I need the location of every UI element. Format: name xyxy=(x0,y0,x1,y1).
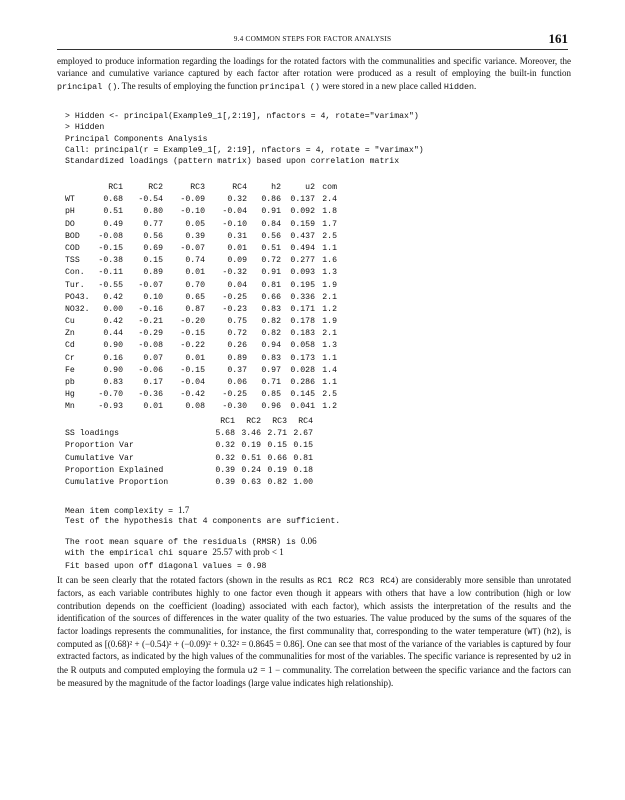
table-cell: 0.72 xyxy=(227,329,247,339)
row-label: DO xyxy=(65,219,75,229)
table-cell: 2.1 xyxy=(322,292,337,302)
table-cell: 1.9 xyxy=(322,280,337,290)
page-number: 161 xyxy=(548,31,568,46)
table-cell: -0.15 xyxy=(98,243,123,253)
table-cell: -0.15 xyxy=(180,329,205,339)
table-cell: RC3 xyxy=(190,183,205,192)
table-cell: 0.56 xyxy=(261,231,281,241)
code-line: Standardized loadings (pattern matrix) based upon correlation matrix xyxy=(65,157,400,167)
table-cell: 0.83 xyxy=(261,304,281,314)
table-cell: 0.42 xyxy=(103,317,123,327)
row-label: WT xyxy=(65,195,75,205)
table-cell: 0.15 xyxy=(267,441,287,451)
row-label: COD xyxy=(65,243,80,253)
table-cell: 0.49 xyxy=(103,219,123,229)
table-cell: 0.19 xyxy=(267,465,287,475)
table-cell: 0.041 xyxy=(290,402,315,412)
inline-code: RC1 RC2 RC3 RC4 xyxy=(317,576,396,586)
table-cell: 0.15 xyxy=(143,256,163,266)
table-cell: 0.06 xyxy=(227,378,247,387)
mean-complexity-line: Mean item complexity = 1.7 xyxy=(65,505,190,516)
table-cell: 0.42 xyxy=(103,292,123,302)
table-cell: 0.32 xyxy=(215,453,235,463)
row-label: Fe xyxy=(65,365,75,375)
table-cell: 0.286 xyxy=(290,378,315,387)
row-label: Mn xyxy=(65,402,75,412)
table-cell: -0.07 xyxy=(138,280,163,290)
table-cell: RC2 xyxy=(148,183,163,192)
table-cell: com xyxy=(322,183,337,192)
row-label: BOD xyxy=(65,231,80,241)
table-cell: 0.68 xyxy=(103,195,123,205)
table-cell: 0.56 xyxy=(143,231,163,241)
table-cell: 0.97 xyxy=(261,365,281,375)
table-cell: 0.65 xyxy=(185,292,205,302)
table-cell: -0.38 xyxy=(98,256,123,266)
table-cell: 0.82 xyxy=(261,329,281,339)
page-header xyxy=(57,31,568,49)
table-cell: 1.6 xyxy=(322,256,337,266)
table-cell: 0.24 xyxy=(241,465,261,475)
table-cell: 0.72 xyxy=(261,256,281,266)
table-cell: 1.7 xyxy=(322,219,337,229)
table-cell: 0.90 xyxy=(103,341,123,351)
table-cell: 0.01 xyxy=(185,353,205,363)
table-cell: 0.37 xyxy=(227,365,247,375)
table-cell: 0.32 xyxy=(215,441,235,451)
table-cell: 0.70 xyxy=(185,280,205,290)
table-cell: 0.26 xyxy=(227,341,247,351)
table-cell: 0.51 xyxy=(103,207,123,217)
row-label: Cu xyxy=(65,317,75,327)
table-cell: 0.17 xyxy=(143,378,163,387)
table-cell: RC4 xyxy=(298,417,313,426)
table-cell: 0.093 xyxy=(290,268,315,278)
table-cell: 0.82 xyxy=(261,317,281,327)
table-cell: 0.71 xyxy=(261,378,281,387)
table-cell: 0.31 xyxy=(227,231,247,241)
table-cell: 0.01 xyxy=(143,402,163,412)
table-cell: 0.277 xyxy=(290,256,315,266)
table-cell: 1.1 xyxy=(322,378,337,387)
table-cell: -0.20 xyxy=(180,317,205,327)
inline-code: u2 xyxy=(551,652,562,663)
table-cell: 0.83 xyxy=(103,378,123,387)
table-cell: 0.028 xyxy=(290,365,315,375)
table-cell: 0.39 xyxy=(185,231,205,241)
header-rule xyxy=(57,49,568,50)
table-cell: 0.178 xyxy=(290,317,315,327)
table-cell: 0.44 xyxy=(103,329,123,339)
table-cell: -0.54 xyxy=(138,195,163,205)
table-cell: 0.83 xyxy=(261,353,281,363)
r-code-block xyxy=(65,111,424,167)
table-cell: 0.159 xyxy=(290,219,315,229)
table-cell: 0.00 xyxy=(103,304,123,314)
table-cell: 0.09 xyxy=(227,256,247,266)
table-cell: -0.22 xyxy=(180,341,205,351)
table-cell: 0.84 xyxy=(261,219,281,229)
row-label: Cumulative Proportion xyxy=(65,477,169,487)
table-cell: -0.08 xyxy=(98,231,123,241)
table-cell: 1.1 xyxy=(322,353,337,363)
table-cell: 0.05 xyxy=(185,219,205,229)
table-cell: RC1 xyxy=(108,183,123,192)
table-cell: 0.96 xyxy=(261,402,281,412)
table-cell: RC4 xyxy=(232,183,247,192)
table-cell: -0.30 xyxy=(222,402,247,412)
table-cell: 0.94 xyxy=(261,341,281,351)
table-cell: 0.86 xyxy=(261,195,281,205)
table-cell: -0.11 xyxy=(98,268,123,278)
table-cell: 0.51 xyxy=(261,243,281,253)
table-cell: 1.3 xyxy=(322,341,337,351)
table-cell: u2 xyxy=(305,183,315,192)
table-cell: 1.2 xyxy=(322,304,337,314)
row-label: PO43. xyxy=(65,292,90,302)
row-label: Cr xyxy=(65,353,75,363)
table-cell: -0.25 xyxy=(222,390,247,400)
table-cell: 0.87 xyxy=(185,304,205,314)
table-cell: RC2 xyxy=(246,417,261,426)
table-cell: 1.00 xyxy=(293,477,313,487)
table-cell: 0.092 xyxy=(290,207,315,217)
table-cell: 5.68 xyxy=(215,429,235,439)
inline-code: Hidden xyxy=(443,81,475,92)
table-cell: -0.04 xyxy=(180,378,205,387)
table-cell: -0.32 xyxy=(222,268,247,278)
table-cell: 0.81 xyxy=(293,453,313,463)
row-label: Proportion Var xyxy=(65,441,134,451)
table-cell: 0.173 xyxy=(290,353,315,363)
table-cell: -0.10 xyxy=(180,207,205,217)
row-label: SS loadings xyxy=(65,429,120,439)
row-label: NO32. xyxy=(65,304,90,314)
table-cell: -0.09 xyxy=(180,195,205,205)
table-cell: -0.70 xyxy=(98,390,123,400)
table-cell: 0.85 xyxy=(261,390,281,400)
table-cell: 0.80 xyxy=(143,207,163,217)
table-cell: -0.10 xyxy=(222,219,247,229)
rmsr-line: The root mean square of the residuals (RMSR) is 0.06 xyxy=(65,536,317,547)
row-label: Cd xyxy=(65,341,75,351)
running-title: 9.4 COMMON STEPS FOR FACTOR ANALYSIS xyxy=(233,34,392,43)
intro-paragraph: employed to produce information regarding the loadings for the rotated factors with the communalities and specific variance. Moreover, the variance and cumulative variance captured by each factor after rotation were produced as a result of employing the built-in function principal (). The results of employing the function principal () were stored in a new place called Hidden. xyxy=(57,56,571,92)
table-cell: 0.69 xyxy=(143,243,163,253)
table-cell: 0.39 xyxy=(215,477,235,487)
table-cell: -0.36 xyxy=(138,390,163,400)
table-cell: 0.82 xyxy=(267,477,287,487)
table-cell: 0.19 xyxy=(241,441,261,451)
table-cell: 2.1 xyxy=(322,329,337,339)
table-cell: 0.145 xyxy=(290,390,315,400)
table-cell: 1.4 xyxy=(322,365,337,375)
fit-line: Fit based upon off diagonal values = 0.98 xyxy=(65,562,267,571)
row-label: pb xyxy=(65,378,75,387)
row-label: Proportion Explained xyxy=(65,465,164,475)
table-cell: -0.04 xyxy=(222,207,247,217)
table-cell: h2 xyxy=(271,183,281,192)
inline-code: h2 xyxy=(546,626,557,637)
table-cell: -0.25 xyxy=(222,292,247,302)
table-cell: -0.08 xyxy=(138,341,163,351)
table-cell: RC3 xyxy=(272,417,287,426)
row-label: TSS xyxy=(65,256,80,266)
table-cell: 0.08 xyxy=(185,402,205,412)
table-cell: 0.18 xyxy=(293,465,313,475)
table-cell: 1.9 xyxy=(322,317,337,327)
communality-formula: [(0.68)² + (−0.54)² + (−0.09)² + 0.32² = 0.8645 = 0.86] xyxy=(104,639,303,650)
table-cell: 0.183 xyxy=(290,329,315,339)
table-cell: 0.01 xyxy=(185,268,205,278)
table-cell: 0.137 xyxy=(290,195,315,205)
table-cell: 0.10 xyxy=(143,292,163,302)
table-cell: 0.81 xyxy=(261,280,281,290)
table-cell: 0.04 xyxy=(227,280,247,290)
row-label: Zn xyxy=(65,329,75,339)
table-cell: -0.15 xyxy=(180,365,205,375)
table-cell: 0.15 xyxy=(293,441,313,451)
table-cell: 0.77 xyxy=(143,219,163,229)
table-cell: 0.63 xyxy=(241,477,261,487)
table-cell: 2.71 xyxy=(267,429,287,439)
table-cell: 2.5 xyxy=(322,390,337,400)
table-cell: 3.46 xyxy=(241,429,261,439)
table-cell: 0.058 xyxy=(290,341,315,351)
inline-code: u2 xyxy=(247,665,258,676)
table-cell: 0.01 xyxy=(227,243,247,253)
code-line: Principal Components Analysis xyxy=(65,134,208,144)
table-cell: 0.89 xyxy=(143,268,163,278)
table-cell: 1.2 xyxy=(322,402,337,412)
table-cell: -0.29 xyxy=(138,329,163,339)
table-cell: 0.16 xyxy=(103,353,123,363)
inline-code: principal () xyxy=(259,81,320,92)
inline-code: principal () xyxy=(57,81,118,92)
table-cell: -0.21 xyxy=(138,317,163,327)
table-cell: 0.171 xyxy=(290,304,315,314)
table-cell: 0.437 xyxy=(290,231,315,241)
table-cell: 0.91 xyxy=(261,207,281,217)
table-cell: -0.55 xyxy=(98,280,123,290)
table-cell: -0.06 xyxy=(138,365,163,375)
discussion-paragraph: It can be seen clearly that the rotated factors (shown in the results as RC1 RC2 RC3 RC4) are considerably more sensible than unrotated factors, as each variable contributes highly to one factor even though it appears with others that have a low contribution (high or low contribution depends on the coefficient (loading) associated with each factor), which assists the interpretation of the results and the identification of the sources of differences in the water quality of the two estuaries. The value produced by the sums of the squares of the factor loadings represents the communalities, for instance, the first communality that, corresponding to the water temperature (WT) (h2), is computed as [(0.68)² + (−0.54)² + (−0.09)² + 0.32² = 0.8645 = 0.86]. One can see that most of the variance of the variables is captured by four extracted factors, as indicated by the high values of the communalities for most of the variables. The specific variance is represented by u2 in the R outputs and computed employing the formula u2 = 1 − communality. The correlation between the specific variance and the factors can be measured by the magnitude of the factor loadings (large value indicates high relationship). xyxy=(57,575,572,689)
row-label: Cumulative Var xyxy=(65,453,134,463)
table-cell: 0.07 xyxy=(143,353,163,363)
table-cell: 1.1 xyxy=(322,243,337,253)
table-cell: RC1 xyxy=(220,417,235,426)
row-label: Con. xyxy=(65,268,85,278)
code-line: Call: principal(r = Example9_1[, 2:19], nfactors = 4, rotate = "varimax") xyxy=(65,145,424,155)
table-cell: 2.5 xyxy=(322,231,337,241)
table-cell: 0.91 xyxy=(261,268,281,278)
code-line: > Hidden <- principal(Example9_1[,2:19], nfactors = 4, rotate="varimax") xyxy=(65,112,419,121)
table-cell: 0.75 xyxy=(227,317,247,327)
table-cell: -0.07 xyxy=(180,243,205,253)
table-cell: 2.4 xyxy=(322,195,337,205)
inline-code: WT xyxy=(527,626,538,637)
table-cell: -0.23 xyxy=(222,304,247,314)
table-cell: 0.494 xyxy=(290,243,315,253)
table-cell: -0.93 xyxy=(98,402,123,412)
table-cell: 0.89 xyxy=(227,353,247,363)
chi-square-line: with the empirical chi square 25.57 with prob < 1 xyxy=(65,547,284,558)
table-cell: 0.90 xyxy=(103,365,123,375)
table-cell: 0.51 xyxy=(241,453,261,463)
table-cell: 0.39 xyxy=(215,465,235,475)
table-cell: 0.336 xyxy=(290,292,315,302)
table-cell: 0.66 xyxy=(261,292,281,302)
row-label: pH xyxy=(65,207,75,217)
table-cell: 0.74 xyxy=(185,256,205,266)
table-cell: 0.195 xyxy=(290,280,315,290)
table-cell: 1.8 xyxy=(322,207,337,217)
table-cell: 0.66 xyxy=(267,453,287,463)
table-cell: -0.42 xyxy=(180,390,205,400)
table-cell: -0.16 xyxy=(138,304,163,314)
table-cell: 2.67 xyxy=(293,429,313,439)
row-label: Tur. xyxy=(65,280,85,290)
row-label: Hg xyxy=(65,390,75,400)
table-cell: 1.3 xyxy=(322,268,337,278)
code-line: > Hidden xyxy=(65,123,105,133)
table-cell: 0.32 xyxy=(227,195,247,205)
hypothesis-test-line: Test of the hypothesis that 4 components are sufficient. xyxy=(65,517,341,526)
